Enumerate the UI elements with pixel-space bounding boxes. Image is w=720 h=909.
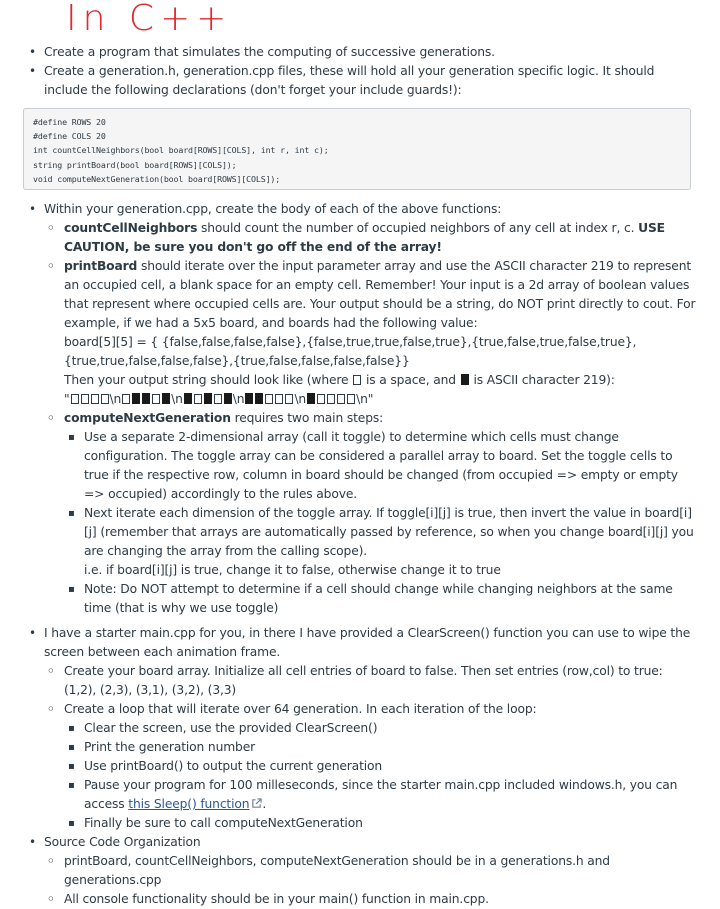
handwritten-title-text: In C++ <box>66 0 233 38</box>
code-block <box>23 108 691 190</box>
board-line-1: board[5][5] = { {false,false,false,false},{false,true,true,false,true},{true,false,true,false,true}, <box>64 335 637 349</box>
list-item <box>0 833 720 909</box>
print-name: printBoard <box>64 259 138 273</box>
space-box-icon <box>152 394 160 404</box>
block-char-icon <box>224 393 232 404</box>
external-link-icon[interactable] <box>251 798 262 809</box>
space-box-icon <box>265 394 273 404</box>
space-box-icon <box>347 394 355 404</box>
handwritten-title <box>64 0 244 38</box>
space-box-icon <box>353 375 361 385</box>
list-item: ▪ Use printBoard() to output the current generation <box>64 757 696 776</box>
board-line-2: {true,true,false,false,false},{true,false,false,false,false}} <box>64 354 410 368</box>
example-output <box>64 392 373 406</box>
list-item: ◦ printBoard, countCellNeighbors, computeNextGeneration should be in a generations.h and generations.cpp <box>44 852 696 890</box>
list-item: ▪ Clear the screen, use the provided ClearScreen() <box>64 719 696 738</box>
space-box-icon <box>275 394 283 404</box>
list-item <box>0 200 720 618</box>
block-char-icon <box>142 393 150 404</box>
code-line: #define ROWS 20 <box>33 117 106 127</box>
space-box-icon <box>122 394 130 404</box>
block-char-icon <box>162 393 170 404</box>
space-box-icon <box>71 394 79 404</box>
newline-text: \n <box>171 392 183 406</box>
step-text: Next iterate each dimension of the toggle array. If toggle[i][j] is true, then invert the value in board[i][j] (remember that arrays are automatically passed by reference, so when you change board[i][j] you are changing the array from the calling scope). <box>84 506 694 558</box>
space-box-icon <box>81 394 89 404</box>
starter-list <box>44 662 696 833</box>
space-box-icon <box>194 394 202 404</box>
space-box-icon <box>285 394 293 404</box>
space-box-icon <box>91 394 99 404</box>
list-item: • Create a program that simulates the computing of successive generations. <box>0 43 720 62</box>
within-text: Within your generation.cpp, create the body of each of the above functions: <box>44 202 502 216</box>
org-list <box>44 852 696 909</box>
pause-text: Pause your program for 100 milleseconds, since the starter main.cpp included windows.h, you can access <box>84 778 678 811</box>
block-char-icon <box>255 393 263 404</box>
intro-list <box>0 43 720 100</box>
list-item: ◦ All console functionality should be in your main() function in main.cpp. <box>44 890 696 909</box>
code-line: int countCellNeighbors(bool board[ROWS][COLS], int r, int c); <box>33 145 329 156</box>
starter-text: I have a starter main.cpp for you, in there I have provided a ClearScreen() function you can use to wipe the screen between each animation frame. <box>44 626 691 659</box>
space-box-icon <box>101 394 109 404</box>
sleep-function-link[interactable]: this Sleep() function <box>128 797 250 811</box>
space-box-icon <box>337 394 345 404</box>
list-item <box>44 700 696 833</box>
list-item: ▪ Pause your program for 100 milleseconds, since the starter main.cpp included windows.h, you can access this Sleep() function . <box>64 776 696 814</box>
code-line: void computeNextGeneration(bool board[ROWS][COLS]); <box>33 173 281 184</box>
main-list <box>0 200 720 909</box>
count-name: countCellNeighbors <box>64 221 198 235</box>
print-item <box>44 257 696 409</box>
compute-item <box>44 409 696 618</box>
block-char-icon <box>184 393 192 404</box>
list-item: ▪ Note: Do NOT attempt to determine if a cell should change while changing neighbors at the same time (that is why we use toggle) <box>64 580 696 618</box>
compute-steps <box>64 428 696 618</box>
list-item <box>64 504 696 580</box>
count-text: should count the number of occupied neighbors of any cell at index r, c. <box>197 221 639 235</box>
list-item: ◦ Create your board array. Initialize all cell entries of board to false. Then set entries (row,col) to true: (1,2), (2,3), (3,1), (3,2), (3,3) <box>44 662 696 700</box>
then-text-b: is a space, and <box>362 373 460 387</box>
list-item: ▪ Print the generation number <box>64 738 696 757</box>
block-char-icon <box>204 393 212 404</box>
print-text: should iterate over the input parameter array and use the ASCII character 219 to represent an occupied cell, a blank space for an empty cell. Remember! Your input is a 2d array of boolean values that represent where occupied cells are. Your output should be a string, do NOT print directly to cout. For example, if we had a 5x5 board, and boards had the following value: <box>64 259 696 330</box>
block-char-icon <box>461 374 469 385</box>
then-text-a: Then your output string should look like (where <box>64 373 353 387</box>
space-box-icon <box>214 394 222 404</box>
functions-list <box>44 219 696 618</box>
newline-quote: \n" <box>356 392 374 406</box>
code-line: #define COLS 20 <box>33 131 106 142</box>
block-char-icon <box>245 393 253 404</box>
list-item: • Create a generation.h, generation.cpp files, these will hold all your generation specific logic. It should include the following declarations (don't forget your include guards!): <box>0 62 720 100</box>
newline-text: \n <box>109 392 122 406</box>
compute-name: computeNextGeneration <box>64 411 231 425</box>
source-org-text: Source Code Organization <box>44 835 201 849</box>
space-box-icon <box>327 394 335 404</box>
count-item <box>44 219 696 257</box>
loop-text: Create a loop that will iterate over 64 generation. In each iteration of the loop: <box>64 702 537 716</box>
space-box-icon <box>317 394 325 404</box>
block-char-icon <box>307 393 315 404</box>
list-item: ▪ Use a separate 2-dimensional array (call it toggle) to determine which cells must change configuration. The toggle array can be considered a parallel array to board. Set the toggle cells to true if the respective row, column in board should be changed (from occupied => empty or empty => occupied) accordingly to the rules above. <box>64 428 696 504</box>
then-text-c: is ASCII character 219): <box>469 373 615 387</box>
compute-text: requires two main steps: <box>230 411 384 425</box>
block-char-icon <box>132 393 140 404</box>
list-item <box>0 624 720 833</box>
list-item: ▪ Finally be sure to call computeNextGeneration <box>64 814 696 833</box>
count-caution: USE CAUTION, be sure you don't go off the end of the array! <box>64 221 665 254</box>
code-line: string printBoard(bool board[ROWS][COLS]); <box>33 159 237 170</box>
newline-text: \n <box>294 392 307 406</box>
newline-text: \n <box>232 392 245 406</box>
step-text: i.e. if board[i][j] is true, change it to false, otherwise change it to true <box>84 563 501 577</box>
loop-list <box>64 719 696 833</box>
quote-open: " <box>64 392 70 406</box>
